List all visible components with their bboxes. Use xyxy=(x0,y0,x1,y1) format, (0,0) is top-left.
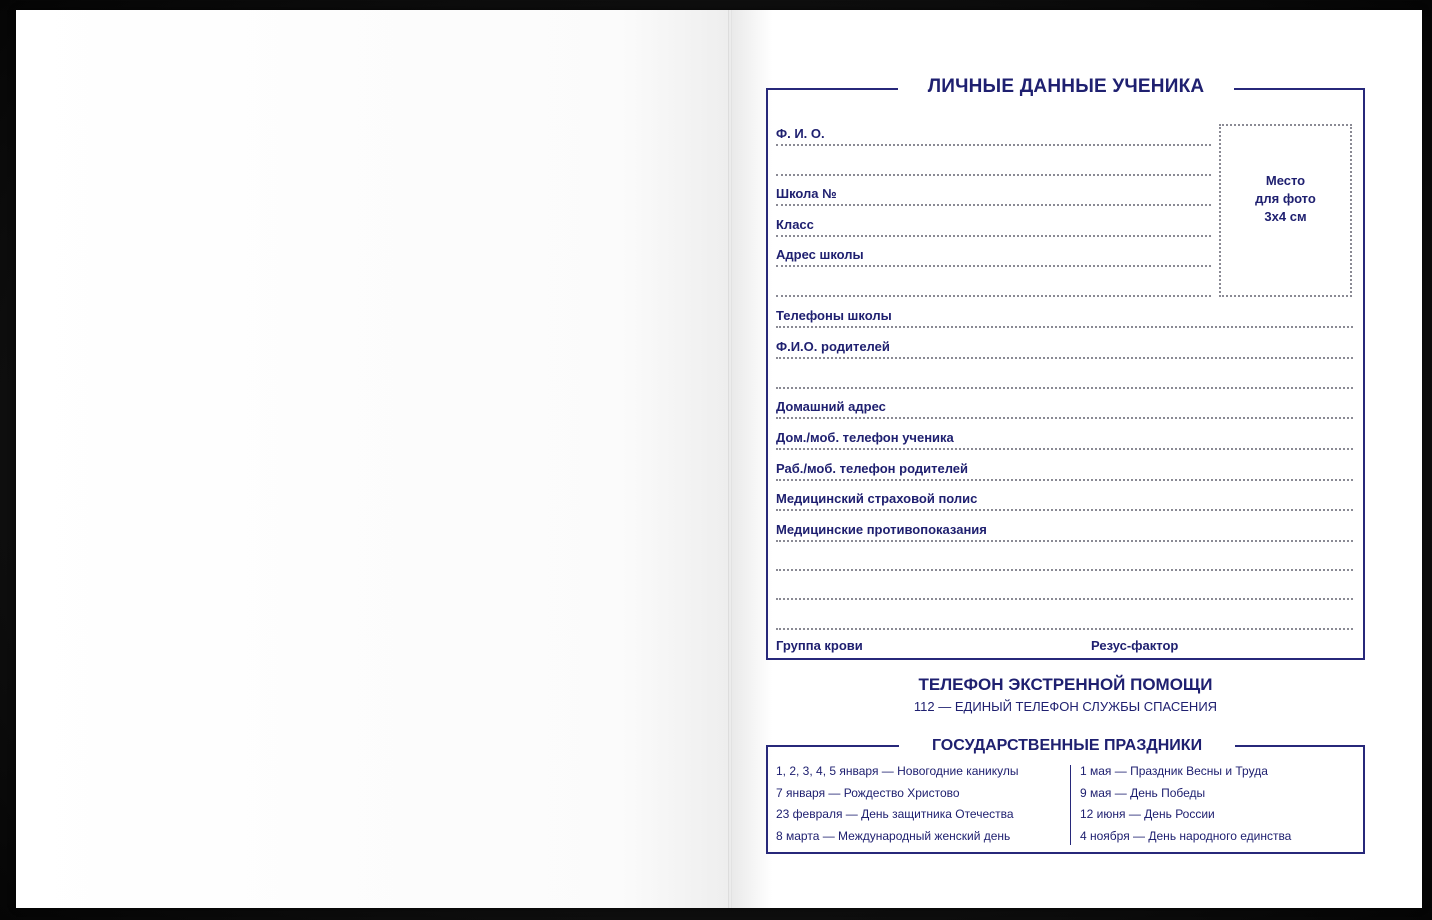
notebook-spine xyxy=(728,10,732,908)
left-page-blank xyxy=(16,10,729,908)
label-contraindications: Медицинские противопоказания xyxy=(776,522,987,537)
line-school-no[interactable] xyxy=(776,204,1211,206)
holidays-title: ГОСУДАРСТВЕННЫЕ ПРАЗДНИКИ xyxy=(899,735,1235,757)
label-school-phones: Телефоны школы xyxy=(776,308,892,323)
photo-text-1: Место xyxy=(1265,173,1306,188)
label-rh-factor: Резус-фактор xyxy=(1091,638,1179,653)
holiday-item: 1 мая — Праздник Весны и Труда xyxy=(1080,764,1268,778)
label-class: Класс xyxy=(776,217,814,232)
holiday-item: 23 февраля — День защитника Отечества xyxy=(776,807,1014,821)
holiday-item: 8 марта — Международный женский день xyxy=(776,828,1011,843)
holidays-right-column xyxy=(1080,761,1291,847)
emergency-title: ТЕЛЕФОН ЭКСТРЕННОЙ ПОМОЩИ xyxy=(918,675,1213,694)
photo-text-3: 3х4 см xyxy=(1264,209,1307,224)
holidays-divider xyxy=(1070,765,1071,845)
holiday-item: 7 января — Рождество Христово xyxy=(776,785,960,800)
holidays-left-column xyxy=(776,761,1019,847)
label-parents-phone: Раб./моб. телефон родителей xyxy=(776,461,969,476)
line-contraindications[interactable] xyxy=(776,540,1353,542)
holiday-item: 1, 2, 3, 4, 5 января — Новогодние каникулы xyxy=(776,764,1019,778)
emergency-text: 112 — ЕДИНЫЙ ТЕЛЕФОН СЛУЖБЫ СПАСЕНИЯ xyxy=(913,699,1218,714)
label-blood-group: Группа крови xyxy=(776,638,863,653)
label-fio: Ф. И. О. xyxy=(776,126,825,141)
label-school-address: Адрес школы xyxy=(776,247,864,262)
line-home-address[interactable] xyxy=(776,417,1353,419)
label-parents-fio: Ф.И.О. родителей xyxy=(776,339,890,354)
holiday-item: 9 мая — День Победы xyxy=(1080,785,1206,800)
line-parents-fio[interactable] xyxy=(776,357,1353,359)
line-fio-2[interactable] xyxy=(776,174,1211,176)
label-home-address: Домашний адрес xyxy=(776,399,886,414)
line-insurance[interactable] xyxy=(776,509,1353,511)
holiday-item: 12 июня — День России xyxy=(1080,807,1215,821)
label-student-phone: Дом./моб. телефон ученика xyxy=(776,430,954,445)
line-contraindications-3[interactable] xyxy=(776,598,1353,600)
line-parents-fio-2[interactable] xyxy=(776,387,1353,389)
label-insurance: Медицинский страховой полис xyxy=(776,491,978,506)
photo-placeholder xyxy=(1219,124,1352,297)
line-contraindications-4[interactable] xyxy=(776,628,1353,630)
line-parents-phone[interactable] xyxy=(776,479,1353,481)
label-school-no: Школа № xyxy=(776,186,837,201)
line-class[interactable] xyxy=(776,235,1211,237)
holiday-item: 4 ноября — День народного единства xyxy=(1080,828,1292,843)
line-fio[interactable] xyxy=(776,144,1211,146)
line-contraindications-2[interactable] xyxy=(776,569,1353,571)
line-school-address-2[interactable] xyxy=(776,295,1211,297)
line-school-phones[interactable] xyxy=(776,326,1353,328)
personal-data-title: ЛИЧНЫЕ ДАННЫЕ УЧЕНИКА xyxy=(898,74,1234,100)
line-student-phone[interactable] xyxy=(776,448,1353,450)
line-school-address[interactable] xyxy=(776,265,1211,267)
photo-text-2: для фото xyxy=(1255,191,1316,206)
